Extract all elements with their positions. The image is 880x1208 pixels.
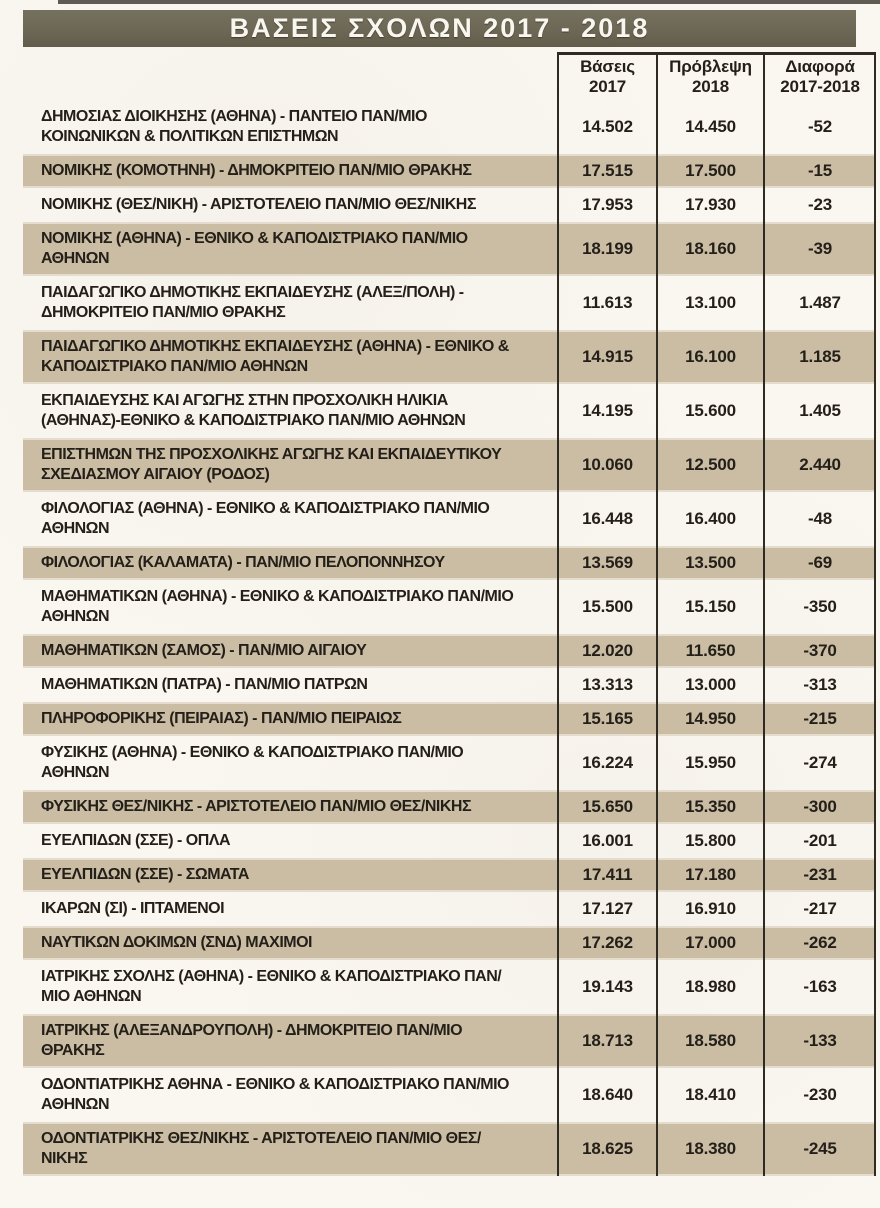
forecast-2018-value: 11.650 (685, 641, 736, 660)
forecast-2018-value: 18.980 (685, 977, 736, 996)
diff-value: 1.487 (799, 293, 841, 312)
diff-value: -215 (803, 709, 837, 728)
diff-value: -23 (808, 195, 832, 214)
school-name: ΦΙΛΟΛΟΓΙΑΣ (ΑΘΗΝΑ) - ΕΘΝΙΚΟ & ΚΑΠΟΔΙΣΤΡΙΑΚΟ ΠΑΝ/ΜΙΟ ΑΘΗΝΩΝ (41, 500, 490, 537)
column-header-forecast-2018 (657, 52, 764, 100)
table-row (23, 492, 876, 546)
column-header-base-2017 (558, 52, 657, 100)
table-row (23, 276, 876, 330)
table-row (23, 438, 876, 492)
base-2017-value: 13.569 (582, 553, 633, 572)
school-name: ΠΑΙΔΑΓΩΓΙΚΟ ΔΗΜΟΤΙΚΗΣ ΕΚΠΑΙΔΕΥΣΗΣ (ΑΘΗΝΑ) - ΕΘΝΙΚΟ & ΚΑΠΟΔΙΣΤΡΙΑΚΟ ΠΑΝ/ΜΙΟ ΑΘΗΝΩΝ (41, 338, 509, 375)
base-2017-value: 15.165 (582, 709, 633, 728)
diff-value: -350 (803, 597, 837, 616)
header-top-rule (557, 52, 876, 55)
table-row (23, 892, 876, 926)
table-row (23, 100, 876, 154)
table-row (23, 1122, 876, 1176)
base-2017-value: 17.515 (582, 161, 633, 180)
table-row (23, 858, 876, 892)
school-name: ΠΛΗΡΟΦΟΡΙΚΗΣ (ΠΕΙΡΑΙΑΣ) - ΠΑΝ/ΜΙΟ ΠΕΙΡΑΙΩΣ (41, 710, 402, 727)
school-name: ΝΟΜΙΚΗΣ (ΑΘΗΝΑ) - ΕΘΝΙΚΟ & ΚΑΠΟΔΙΣΤΡΙΑΚΟ ΠΑΝ/ΜΙΟ ΑΘΗΝΩΝ (41, 230, 468, 267)
school-name: ΕΠΙΣΤΗΜΩΝ ΤΗΣ ΠΡΟΣΧΟΛΙΚΗΣ ΑΓΩΓΗΣ ΚΑΙ ΕΚΠΑΙΔΕΥΤΙΚΟΥ ΣΧΕΔΙΑΣΜΟΥ ΑΙΓΑΙΟΥ (ΡΟΔΟΣ) (41, 446, 502, 483)
diff-value: -262 (803, 933, 837, 952)
table-row (23, 1014, 876, 1068)
forecast-2018-value: 13.000 (685, 675, 736, 694)
title-banner (23, 10, 856, 47)
column-divider (557, 52, 559, 1176)
base-2017-value: 17.127 (582, 899, 633, 918)
column-header-label: 2017 (588, 77, 627, 96)
table-row (23, 668, 876, 702)
column-header-label: Πρόβλεψη (669, 57, 752, 76)
table-row (23, 330, 876, 384)
table-row (23, 926, 876, 960)
diff-value: -230 (803, 1085, 837, 1104)
school-name: ΙΑΤΡΙΚΗΣ ΣΧΟΛΗΣ (ΑΘΗΝΑ) - ΕΘΝΙΚΟ & ΚΑΠΟΔΙΣΤΡΙΑΚΟ ΠΑΝ/ΜΙΟ ΑΘΗΝΩΝ (41, 968, 502, 1005)
table-body (23, 100, 876, 1176)
base-2017-value: 16.448 (582, 509, 633, 528)
school-name: ΝΑΥΤΙΚΩΝ ΔΟΚΙΜΩΝ (ΣΝΔ) ΜΑΧΙΜΟΙ (41, 934, 312, 951)
table-row (23, 580, 876, 634)
table-row (23, 736, 876, 790)
diff-value: -313 (803, 675, 837, 694)
school-name: ΜΑΘΗΜΑΤΙΚΩΝ (ΣΑΜΟΣ) - ΠΑΝ/ΜΙΟ ΑΙΓΑΙΟΥ (41, 642, 367, 659)
forecast-2018-value: 14.950 (685, 709, 736, 728)
base-2017-value: 16.224 (582, 753, 633, 772)
base-2017-value: 14.502 (582, 117, 633, 136)
column-header-label: Διαφορά (785, 57, 855, 76)
column-divider (656, 52, 658, 1176)
table-row (23, 188, 876, 222)
diff-value: -245 (803, 1139, 837, 1158)
base-2017-value: 14.195 (582, 401, 633, 420)
table-row (23, 960, 876, 1014)
table-row (23, 790, 876, 824)
scan-edge-artifact (58, 0, 880, 4)
column-divider (763, 52, 765, 1176)
base-2017-value: 11.613 (582, 293, 633, 312)
table-row (23, 702, 876, 736)
diff-value: 2.440 (799, 455, 841, 474)
forecast-2018-value: 17.500 (685, 161, 736, 180)
base-2017-value: 15.500 (582, 597, 633, 616)
base-2017-value: 18.713 (582, 1031, 633, 1050)
school-name: ΙΚΑΡΩΝ (ΣΙ) - ΙΠΤΑΜΕΝΟΙ (41, 900, 225, 917)
table-row (23, 824, 876, 858)
base-2017-value: 18.625 (582, 1139, 633, 1158)
forecast-2018-value: 15.150 (685, 597, 736, 616)
forecast-2018-value: 18.580 (685, 1031, 736, 1050)
forecast-2018-value: 13.100 (685, 293, 736, 312)
diff-value: -69 (808, 553, 832, 572)
school-column-header-spacer (23, 52, 558, 100)
diff-value: -274 (803, 753, 837, 772)
forecast-2018-value: 15.950 (685, 753, 736, 772)
forecast-2018-value: 17.000 (685, 933, 736, 952)
school-name: ΦΥΣΙΚΗΣ ΘΕΣ/ΝΙΚΗΣ - ΑΡΙΣΤΟΤΕΛΕΙΟ ΠΑΝ/ΜΙΟ ΘΕΣ/ΝΙΚΗΣ (41, 798, 472, 815)
diff-value: 1.185 (799, 347, 841, 366)
diff-value: -52 (808, 117, 832, 136)
base-2017-value: 12.020 (582, 641, 633, 660)
forecast-2018-value: 15.800 (685, 831, 736, 850)
table-row (23, 384, 876, 438)
diff-value: -370 (803, 641, 837, 660)
base-2017-value: 18.199 (582, 239, 633, 258)
table-right-border (874, 52, 876, 1176)
school-name: ΕΥΕΛΠΙΔΩΝ (ΣΣΕ) - ΟΠΛΑ (41, 832, 230, 849)
forecast-2018-value: 13.500 (685, 553, 736, 572)
school-name: ΟΔΟΝΤΙΑΤΡΙΚΗΣ ΘΕΣ/ΝΙΚΗΣ - ΑΡΙΣΤΟΤΕΛΕΙΟ ΠΑΝ/ΜΙΟ ΘΕΣ/ΝΙΚΗΣ (41, 1130, 481, 1167)
forecast-2018-value: 17.930 (685, 195, 736, 214)
diff-value: -133 (803, 1031, 837, 1050)
forecast-2018-value: 17.180 (685, 865, 736, 884)
forecast-2018-value: 18.410 (685, 1085, 736, 1104)
school-name: ΕΚΠΑΙΔΕΥΣΗΣ ΚΑΙ ΑΓΩΓΗΣ ΣΤΗΝ ΠΡΟΣΧΟΛΙΚΗ ΗΛΙΚΙΑ (ΑΘΗΝΑΣ)-ΕΘΝΙΚΟ & ΚΑΠΟΔΙΣΤΡΙΑΚΟ ΠΑΝ/ΜΙΟ ΑΘΗΝΩΝ (41, 392, 466, 429)
diff-value: 1.405 (799, 401, 841, 420)
table-header-row (23, 52, 876, 100)
table-row (23, 154, 876, 188)
school-name: ΝΟΜΙΚΗΣ (ΚΟΜΟΤΗΝΗ) - ΔΗΜΟΚΡΙΤΕΙΟ ΠΑΝ/ΜΙΟ ΘΡΑΚΗΣ (41, 162, 472, 179)
diff-value: -231 (803, 865, 837, 884)
table-row (23, 222, 876, 276)
table-row (23, 634, 876, 668)
forecast-2018-value: 18.160 (685, 239, 736, 258)
forecast-2018-value: 12.500 (685, 455, 736, 474)
page-title: ΒΑΣΕΙΣ ΣΧΟΛΩΝ 2017 - 2018 (229, 13, 650, 43)
scores-table (23, 52, 876, 1176)
forecast-2018-value: 18.380 (685, 1139, 736, 1158)
base-2017-value: 10.060 (582, 455, 633, 474)
school-name: ΔΗΜΟΣΙΑΣ ΔΙΟΙΚΗΣΗΣ (ΑΘΗΝΑ) - ΠΑΝΤΕΙΟ ΠΑΝ/ΜΙΟ ΚΟΙΝΩΝΙΚΩΝ & ΠΟΛΙΤΙΚΩΝ ΕΠΙΣΤΗΜΩΝ (41, 108, 427, 145)
base-2017-value: 16.001 (582, 831, 633, 850)
diff-value: -39 (808, 239, 832, 258)
column-header-label: 2017-2018 (780, 77, 860, 96)
column-header-diff (764, 52, 876, 100)
base-2017-value: 17.411 (582, 865, 633, 884)
school-name: ΙΑΤΡΙΚΗΣ (ΑΛΕΞΑΝΔΡΟΥΠΟΛΗ) - ΔΗΜΟΚΡΙΤΕΙΟ ΠΑΝ/ΜΙΟ ΘΡΑΚΗΣ (41, 1022, 463, 1059)
school-name: ΜΑΘΗΜΑΤΙΚΩΝ (ΑΘΗΝΑ) - ΕΘΝΙΚΟ & ΚΑΠΟΔΙΣΤΡΙΑΚΟ ΠΑΝ/ΜΙΟ ΑΘΗΝΩΝ (41, 588, 514, 625)
table-row (23, 1068, 876, 1122)
diff-value: -201 (803, 831, 837, 850)
forecast-2018-value: 16.910 (685, 899, 736, 918)
diff-value: -48 (808, 509, 832, 528)
base-2017-value: 14.915 (582, 347, 633, 366)
base-2017-value: 15.650 (582, 797, 633, 816)
school-name: ΦΥΣΙΚΗΣ (ΑΘΗΝΑ) - ΕΘΝΙΚΟ & ΚΑΠΟΔΙΣΤΡΙΑΚΟ ΠΑΝ/ΜΙΟ ΑΘΗΝΩΝ (41, 744, 464, 781)
base-2017-value: 18.640 (582, 1085, 633, 1104)
diff-value: -217 (803, 899, 837, 918)
diff-value: -15 (808, 161, 832, 180)
base-2017-value: 17.262 (582, 933, 633, 952)
forecast-2018-value: 16.100 (685, 347, 736, 366)
table-row (23, 546, 876, 580)
school-name: ΕΥΕΛΠΙΔΩΝ (ΣΣΕ) - ΣΩΜΑΤΑ (41, 866, 249, 883)
school-name: ΠΑΙΔΑΓΩΓΙΚΟ ΔΗΜΟΤΙΚΗΣ ΕΚΠΑΙΔΕΥΣΗΣ (ΑΛΕΞ/ΠΟΛΗ) - ΔΗΜΟΚΡΙΤΕΙΟ ΠΑΝ/ΜΙΟ ΘΡΑΚΗΣ (41, 284, 464, 321)
column-header-label: Βάσεις (580, 57, 635, 76)
forecast-2018-value: 14.450 (685, 117, 736, 136)
column-header-label: 2018 (691, 77, 730, 96)
base-2017-value: 19.143 (582, 977, 633, 996)
school-name: ΜΑΘΗΜΑΤΙΚΩΝ (ΠΑΤΡΑ) - ΠΑΝ/ΜΙΟ ΠΑΤΡΩΝ (41, 676, 368, 693)
school-name: ΟΔΟΝΤΙΑΤΡΙΚΗΣ ΑΘΗΝΑ - ΕΘΝΙΚΟ & ΚΑΠΟΔΙΣΤΡΙΑΚΟ ΠΑΝ/ΜΙΟ ΑΘΗΝΩΝ (41, 1076, 509, 1113)
forecast-2018-value: 16.400 (685, 509, 736, 528)
school-name: ΝΟΜΙΚΗΣ (ΘΕΣ/ΝΙΚΗ) - ΑΡΙΣΤΟΤΕΛΕΙΟ ΠΑΝ/ΜΙΟ ΘΕΣ/ΝΙΚΗΣ (41, 196, 476, 213)
base-2017-value: 13.313 (582, 675, 633, 694)
forecast-2018-value: 15.350 (685, 797, 736, 816)
base-2017-value: 17.953 (582, 195, 633, 214)
diff-value: -300 (803, 797, 837, 816)
forecast-2018-value: 15.600 (685, 401, 736, 420)
diff-value: -163 (803, 977, 837, 996)
school-name: ΦΙΛΟΛΟΓΙΑΣ (ΚΑΛΑΜΑΤΑ) - ΠΑΝ/ΜΙΟ ΠΕΛΟΠΟΝΝΗΣΟΥ (41, 554, 445, 571)
